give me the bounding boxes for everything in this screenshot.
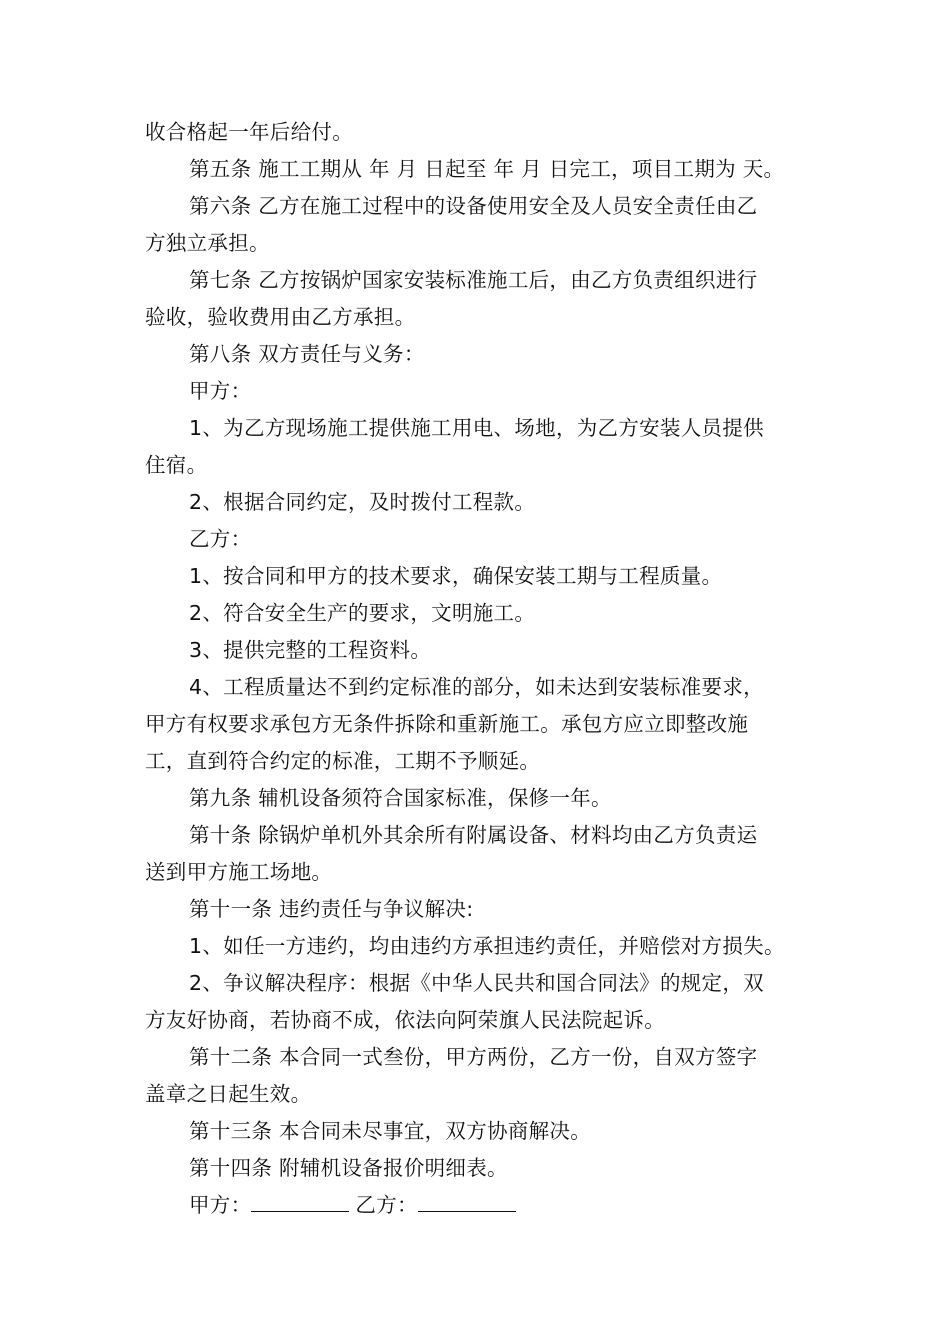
text-line: 1、如任一方违约，均由违约方承担违约责任，并赔偿对方损失。: [189, 934, 785, 958]
text-line: 第六条 乙方在施工过程中的设备使用安全及人员安全责任由乙: [189, 194, 758, 218]
text-line: 验收，验收费用由乙方承担。: [145, 305, 416, 329]
text-line: 方独立承担。: [145, 231, 270, 255]
text-line: 第十三条 本合同未尽事宜，双方协商解决。: [189, 1119, 592, 1143]
text-line: 2、根据合同约定，及时拨付工程款。: [189, 490, 536, 514]
party-b-signature-blank: [418, 1193, 516, 1212]
text-line: 甲方有权要求承包方无条件拆除和重新施工。承包方应立即整改施: [145, 712, 749, 736]
text-line: 2、争议解决程序：根据《中华人民共和国合同法》的规定，双: [189, 971, 764, 995]
signature-line: [145, 1187, 825, 1224]
text-line: 第八条 双方责任与义务：: [189, 342, 425, 366]
text-line: 甲方：: [189, 379, 252, 403]
text-line: 收合格起一年后给付。: [145, 120, 353, 144]
party-b-label: 乙方：: [355, 1193, 418, 1217]
text-line: 第十条 除锅炉单机外其余所有附属设备、材料均由乙方负责运: [189, 823, 758, 847]
text-line: 4、工程质量达不到约定标准的部分，如未达到安装标准要求，: [189, 675, 764, 699]
party-a-label: 甲方：: [189, 1193, 252, 1217]
text-line: 第十二条 本合同一式叁份，甲方两份，乙方一份，自双方签字: [189, 1045, 758, 1069]
text-line: 第九条 辅机设备须符合国家标准，保修一年。: [189, 786, 612, 810]
text-line: 盖章之日起生效。: [145, 1082, 312, 1106]
text-line: 送到甲方施工场地。: [145, 860, 333, 884]
contract-body: [145, 114, 825, 1224]
text-line: 工，直到符合约定的标准，工期不予顺延。: [145, 749, 541, 773]
text-line: 乙方：: [189, 527, 252, 551]
text-line: 第十一条 违约责任与争议解决:: [189, 897, 474, 921]
text-line: 3、提供完整的工程资料。: [189, 638, 432, 662]
party-a-signature-blank: [251, 1193, 349, 1212]
text-line: 2、符合安全生产的要求，文明施工。: [189, 601, 536, 625]
text-line: 第七条 乙方按锅炉国家安装标准施工后，由乙方负责组织进行: [189, 268, 758, 292]
text-line: 1、为乙方现场施工提供施工用电、场地，为乙方安装人员提供: [189, 416, 764, 440]
text-line: 第五条 施工工期从 年 月 日起至 年 月 日完工，项目工期为 天。: [189, 157, 785, 181]
text-line: 1、按合同和甲方的技术要求，确保安装工期与工程质量。: [189, 564, 723, 588]
text-line: 第十四条 附辅机设备报价明细表。: [189, 1156, 508, 1180]
text-line: 住宿。: [145, 453, 208, 477]
text-line: 方友好协商，若协商不成，依法向阿荣旗人民法院起诉。: [145, 1008, 665, 1032]
